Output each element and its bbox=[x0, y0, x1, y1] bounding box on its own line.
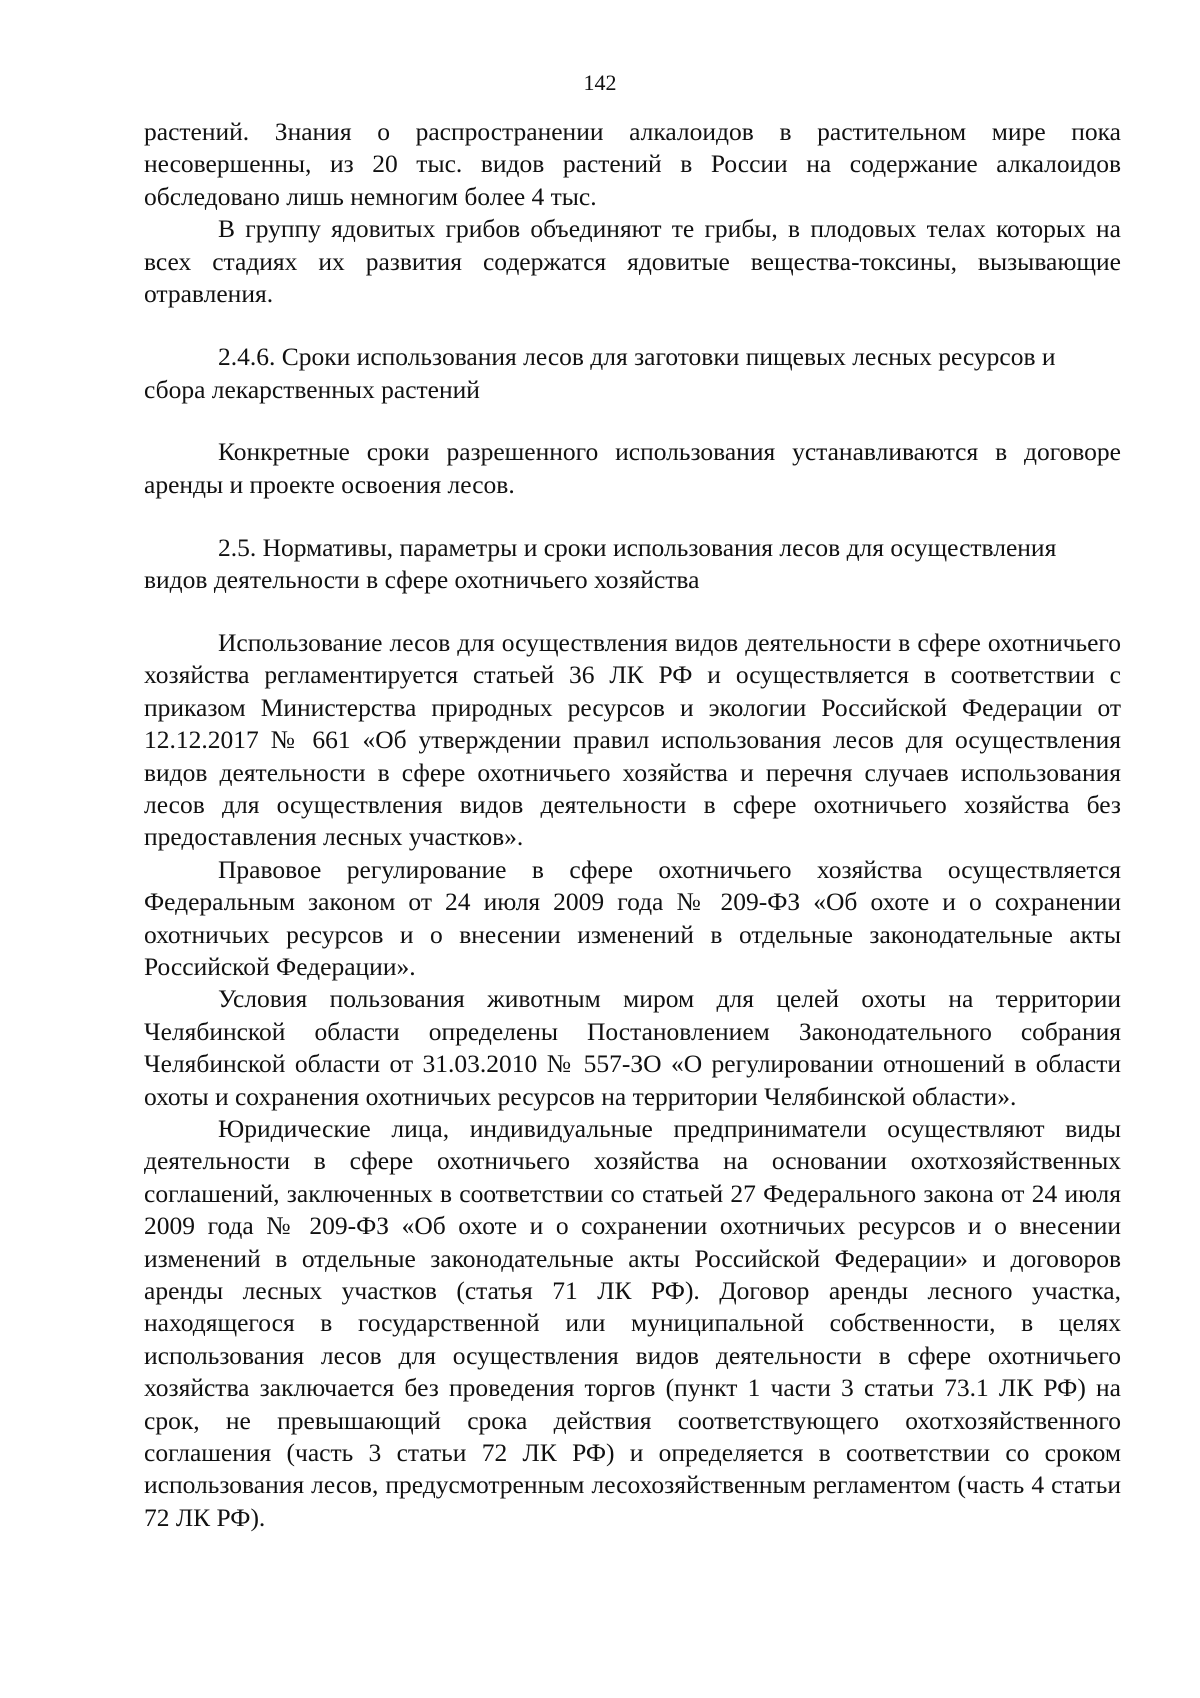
page-body bbox=[144, 116, 1121, 1534]
paragraph-legal-entities: Юридические лица, индивидуальные предприниматели осуществляют виды деятельности в сфере охотничьего хозяйства на основании охотхозяйственных соглашений, заключенных в соответствии со статьей 27 Федерального закона от 24 июля 2009 года № 209-ФЗ «Об охоте и о сохранении охотничьих ресурсов и о внесении изменений в отдельные законодательные акты Российской Федерации» и договоров аренды лесных участков (статья 71 ЛК РФ). Договор аренды лесного участка, находящегося в государственной или муниципальной собственности, в целях использования лесов для осуществления видов деятельности в сфере охотничьего хозяйства заключается без проведения торгов (пункт 1 части 3 статьи 73.1 ЛК РФ) на срок, не превышающий срока действия соответствующего охотхозяйственного соглашения (часть 3 статьи 72 ЛК РФ) и определяется в соответствии со сроком использования лесов, предусмотренным лесохозяйственным регламентом (часть 4 статьи 72 ЛК РФ). bbox=[144, 1113, 1121, 1532]
paragraph-chelyabinsk-conditions: Условия пользования животным миром для целей охоты на территории Челябинской области определены Постановлением Законодательного собрания Челябинской области от 31.03.2010 № 557-ЗО «О регулировании отношений в области охоты и сохранения охотничьих ресурсов на территории Челябинской области». bbox=[144, 984, 1121, 1111]
paragraph-hunting-forest-use: Использование лесов для осуществления видов деятельности в сфере охотничьего хозяйства регламентируется статьей 36 ЛК РФ и осуществляется в соответствии с приказом Министерства природных ресурсов и экологии Российской Федерации от 12.12.2017 № 661 «Об утверждении правил использования лесов для осуществления видов деятельности в сфере охотничьего хозяйства и перечня случаев использования лесов для осуществления видов деятельности в сфере охотничьего хозяйства без предоставления лесных участков». bbox=[144, 627, 1121, 852]
page-number: 142 bbox=[583, 70, 617, 95]
paragraph-legal-regulation: Правовое регулирование в сфере охотничьего хозяйства осуществляется Федеральным законом от 24 июля 2009 года № 209-ФЗ «Об охоте и о сохранении охотничьих ресурсов и о внесении изменений в отдельные законодательные акты Российской Федерации». bbox=[144, 854, 1121, 981]
section-heading-2-4-6: 2.4.6. Сроки использования лесов для заготовки пищевых лесных ресурсов и сбора лекарственных растений bbox=[144, 342, 1056, 404]
paragraph-usage-terms: Конкретные сроки разрешенного использования устанавливаются в договоре аренды и проекте освоения лесов. bbox=[144, 437, 1121, 499]
paragraph-alkaloids: растений. Знания о распространении алкалоидов в растительном мире пока несовершенны, из 20 тыс. видов растений в России на содержание алкалоидов обследовано лишь немногим более 4 тыс. bbox=[144, 117, 1121, 211]
section-heading-2-5: 2.5. Нормативы, параметры и сроки использования лесов для осуществления видов деятельности в сфере охотничьего хозяйства bbox=[144, 533, 1057, 595]
paragraph-poisonous-mushrooms: В группу ядовитых грибов объединяют те грибы, в плодовых телах которых на всех стадиях их развития содержатся ядовитые вещества-токсины, вызывающие отравления. bbox=[144, 214, 1121, 309]
